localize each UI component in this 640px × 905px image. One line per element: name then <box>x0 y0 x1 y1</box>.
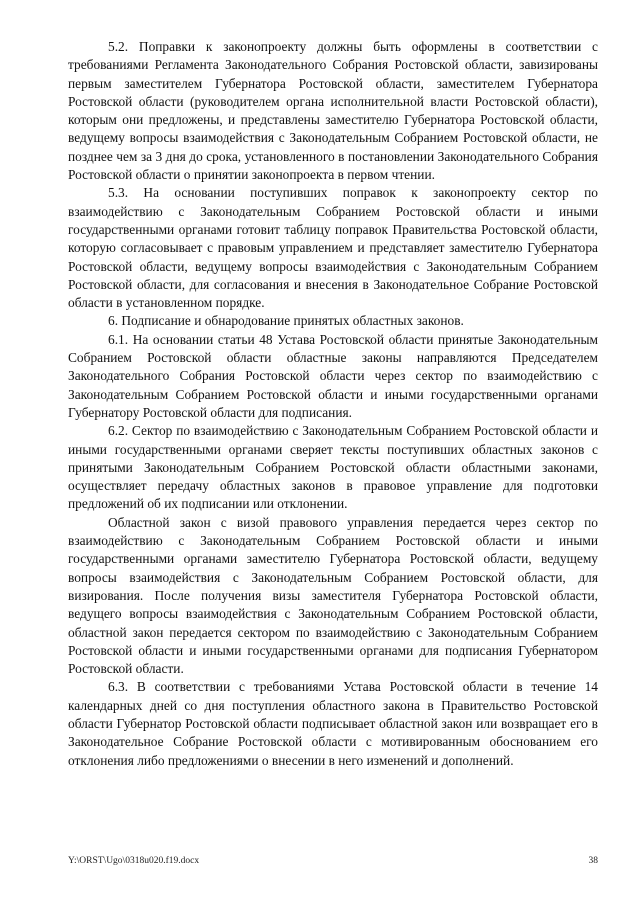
page-number: 38 <box>588 856 598 866</box>
document-body <box>68 38 598 770</box>
paragraph-6-3: 6.3. В соответствии с требованиями Устава Ростовской области в течение 14 календарных дней со дня поступления областного закона в Правительство Ростовской области Губернатор Ростовской области подписывает областной закон или возвращает его в Законодательное Собрание Ростовской области с мотивированным обоснованием его отклонения либо предложениями о внесении в него изменений и дополнений. <box>68 679 598 768</box>
paragraph-5-3: 5.3. На основании поступивших поправок к законопроекту сектор по взаимодействию с Законодательным Собранием Ростовской области и иными государственными органами готовит таблицу поправок Правительства Ростовской области, которую согласовывает с правовым управлением и представляет заместителю Губернатора Ростовской области, ведущему вопросы взаимодействия с Законодательным Собранием Ростовской области, для согласования и внесения в Законодательное Собрание Ростовской области в установленном порядке. <box>68 185 598 311</box>
paragraph-6-2-continued: Областной закон с визой правового управления передается через сектор по взаимодействию с Законодательным Собранием Ростовской области и иными государственными органами заместителю Губернатора Ростовской области, ведущему вопросы взаимодействия с Законодательным Собранием Ростовской области, для визирования. После получения визы заместителя Губернатора Ростовской области, ведущего вопросы взаимодействия с Законодательным Собранием Ростовской области, областной закон передается сектором по взаимодействию с Законодательным Собранием Ростовской области и иными государственными органами для подписания Губернатором Ростовской области. <box>68 514 598 677</box>
paragraph-6-2: 6.2. Сектор по взаимодействию с Законодательным Собранием Ростовской области и иными государственными органами сверяет тексты поступивших областных законов с принятыми Законодательным Собранием Ростовской области областными законами, осуществляет передачу областных законов в правовое управление для подготовки предложений об их подписании или отклонении. <box>68 423 598 512</box>
file-path: Y:\ORST\Ugo\0318u020.f19.docx <box>68 856 200 866</box>
section-heading-6: 6. Подписание и обнародование принятых областных законов. <box>108 313 464 329</box>
paragraph-5-2: 5.2. Поправки к законопроекту должны быть оформлены в соответствии с требованиями Регламента Законодательного Собрания Ростовской области, завизированы первым заместителем Губернатора Ростовской области, заместителем Губернатора Ростовской области (руководителем органа исполнительной власти Ростовской области), которым они предложены, и представлены заместителю Губернатора Ростовской области, ведущему вопросы взаимодействия с Законодательным Собранием Ростовской области, не позднее чем за 3 дня до срока, установленного в постановлении Законодательного Собрания Ростовской области о принятии законопроекта в первом чтении. <box>68 39 598 183</box>
paragraph-6-1: 6.1. На основании статьи 48 Устава Ростовской области принятые Законодательным Собранием Ростовской области областные законы направляются Председателем Законодательного Собрания Ростовской области через сектор по взаимодействию с Законодательным Собранием Ростовской области и иными государственными органами Губернатору Ростовской области для подписания. <box>68 331 598 420</box>
